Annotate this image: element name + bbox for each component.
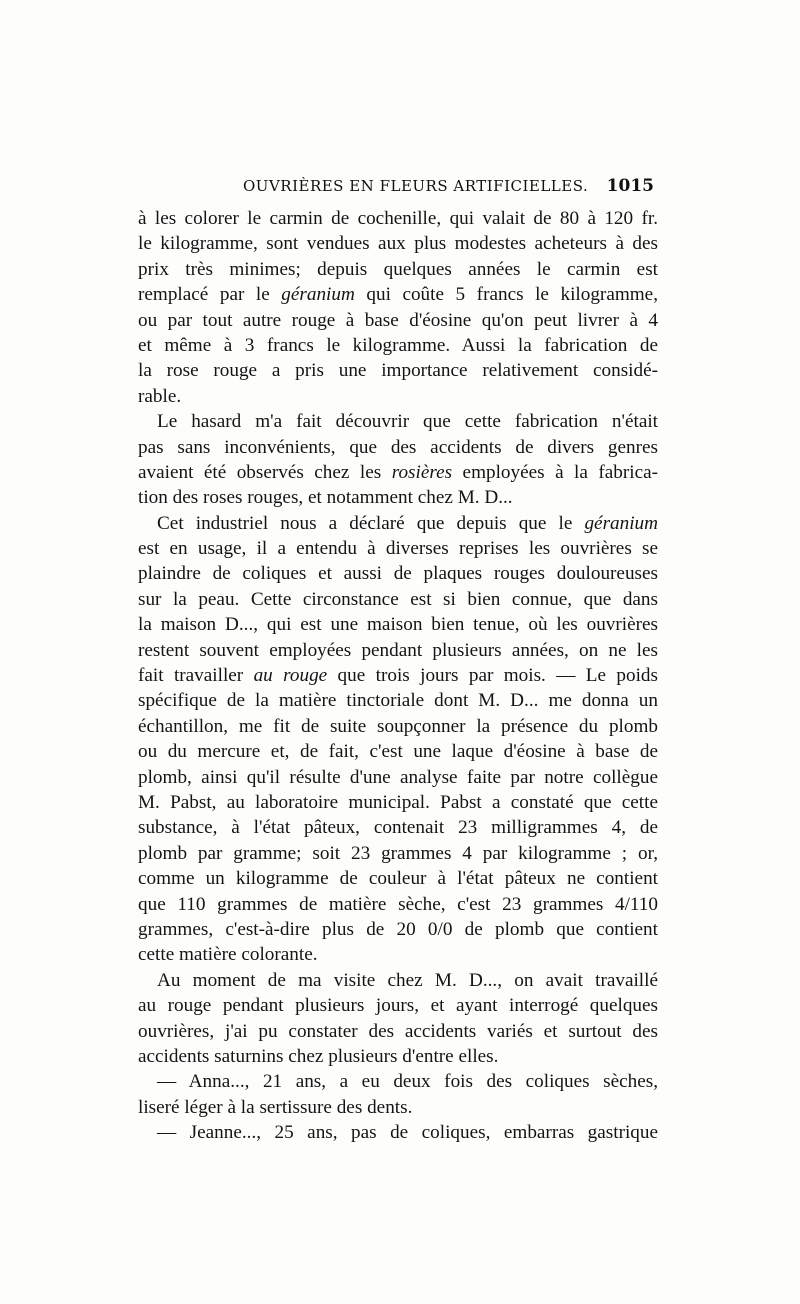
text-line: ou par tout autre rouge à base d'éosine qu'on peut livrer à 4 bbox=[138, 309, 658, 331]
text-line: prix très minimes; depuis quelques années le carmin est bbox=[138, 258, 658, 280]
text-line: à les colorer le carmin de cochenille, qui valait de 80 à 120 fr. bbox=[138, 208, 658, 229]
text-line: fait travailler au rouge que trois jours par mois. — Le poids bbox=[138, 665, 658, 687]
text-line: M. Pabst, au laboratoire municipal. Pabst a constaté que cette bbox=[138, 791, 658, 813]
text-line: — Anna..., 21 ans, a eu deux fois des coliques sèches, bbox=[157, 1071, 658, 1093]
text-line: — Jeanne..., 25 ans, pas de coliques, embarras gastrique bbox=[157, 1122, 658, 1144]
text-line: spécifique de la matière tinctoriale dont M. D... me donna un bbox=[138, 690, 658, 712]
page-header bbox=[138, 176, 658, 200]
text-line: remplacé par le géranium qui coûte 5 francs le kilogramme, bbox=[138, 284, 658, 306]
text-line: ouvrières, j'ai pu constater des accidents variés et surtout des bbox=[138, 1020, 658, 1042]
text-line: accidents saturnins chez plusieurs d'entre elles. bbox=[138, 1045, 499, 1067]
text-line: tion des roses rouges, et notamment chez M. D... bbox=[138, 487, 513, 509]
text-line: Au moment de ma visite chez M. D..., on avait travaillé bbox=[157, 969, 658, 991]
text-line: rable. bbox=[138, 385, 182, 407]
text-line: au rouge pendant plusieurs jours, et ayant interrogé quelques bbox=[138, 995, 658, 1017]
text-line: liseré léger à la sertissure des dents. bbox=[138, 1096, 413, 1118]
text-line: Le hasard m'a fait découvrir que cette fabrication n'était bbox=[157, 411, 658, 433]
page-number: 1015 bbox=[606, 176, 654, 196]
text-line: sur la peau. Cette circonstance est si bien connue, que dans bbox=[138, 588, 658, 610]
text-line: et même à 3 francs le kilogramme. Aussi la fabrication de bbox=[138, 334, 658, 356]
running-title: OUVRIÈRES EN FLEURS ARTIFICIELLES. bbox=[243, 177, 589, 195]
text-line: restent souvent employées pendant plusieurs années, on ne les bbox=[138, 639, 658, 661]
text-line: le kilogramme, sont vendues aux plus modestes acheteurs à des bbox=[138, 233, 658, 255]
text-line: cette matière colorante. bbox=[138, 944, 318, 966]
text-line: plomb par gramme; soit 23 grammes 4 par kilogramme ; or, bbox=[138, 842, 658, 864]
text-line: Cet industriel nous a déclaré que depuis que le géranium bbox=[157, 512, 658, 534]
text-line: ou du mercure et, de fait, c'est une laque d'éosine à base de bbox=[138, 741, 658, 763]
text-line: la maison D..., qui est une maison bien tenue, où les ouvrières bbox=[138, 614, 658, 636]
text-line: substance, à l'état pâteux, contenait 23 milligrammes 4, de bbox=[138, 817, 658, 839]
text-line: plaindre de coliques et aussi de plaques rouges douloureuses bbox=[138, 563, 658, 585]
body-text bbox=[138, 206, 658, 1145]
text-line: la rose rouge a pris une importance relativement considé- bbox=[138, 360, 658, 382]
text-line: plomb, ainsi qu'il résulte d'une analyse faite par notre collègue bbox=[138, 766, 658, 788]
text-line: que 110 grammes de matière sèche, c'est 23 grammes 4/110 bbox=[138, 893, 658, 915]
text-line: pas sans inconvénients, que des accidents de divers genres bbox=[138, 436, 658, 458]
text-line: est en usage, il a entendu à diverses reprises les ouvrières se bbox=[138, 538, 658, 560]
text-line: comme un kilogramme de couleur à l'état pâteux ne contient bbox=[138, 868, 658, 890]
text-line: échantillon, me fit de suite soupçonner la présence du plomb bbox=[138, 715, 658, 737]
text-line: avaient été observés chez les rosières employées à la fabrica- bbox=[138, 461, 659, 483]
text-line: grammes, c'est-à-dire plus de 20 0/0 de plomb que contient bbox=[138, 918, 658, 940]
